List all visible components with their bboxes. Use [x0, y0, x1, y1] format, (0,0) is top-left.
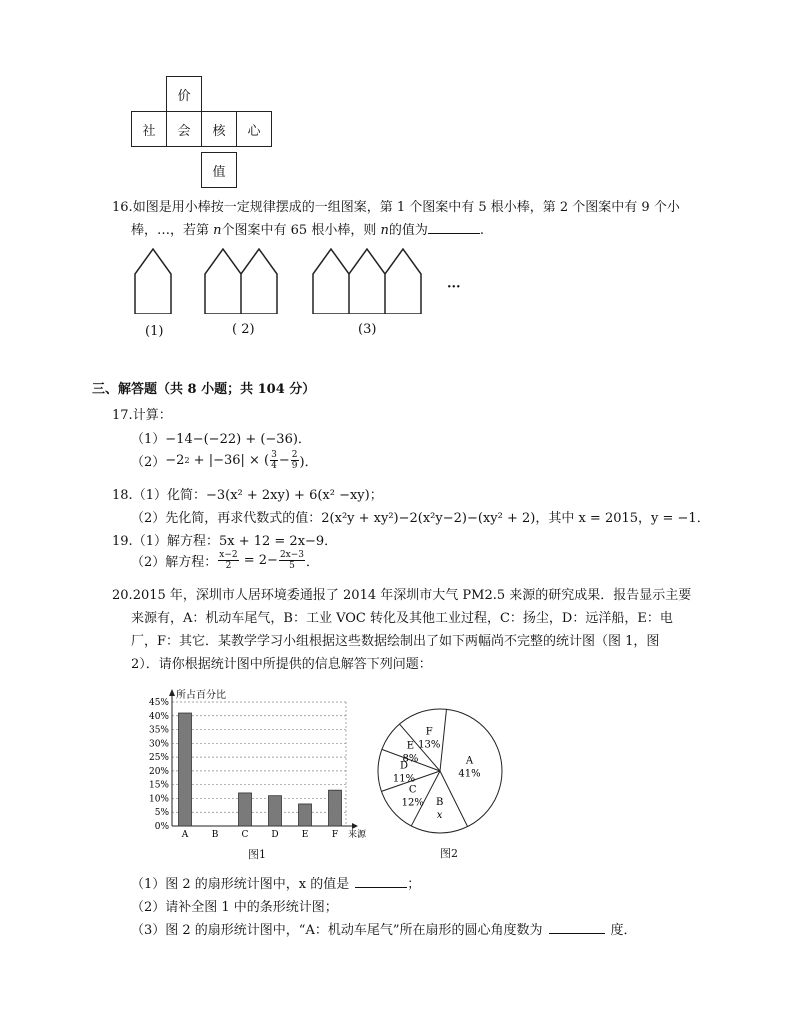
- q16-text-1: 如图是用小棒按一定规律摆成的一组图案，第 1 个图案中有 5 根小棒，第 2 个图案中有 9 个小: [132, 200, 680, 215]
- bar-D: [269, 796, 282, 826]
- q16-end: .: [479, 223, 485, 238]
- q16-figure: [130, 244, 470, 314]
- q16-var-n-2: n: [380, 223, 389, 238]
- q17-title-line: [112, 404, 172, 423]
- q20-sub-1-text: （1）图 2 的扇形统计图中，x 的值是: [131, 877, 350, 892]
- figure-2-caption: 图2: [440, 847, 458, 860]
- q19-p2-b: = 2−: [239, 552, 278, 568]
- q18-p1: （1）化简：−3(x² + 2xy) + 6(x² −xy)；: [132, 488, 383, 503]
- pie-chart: [375, 706, 505, 836]
- q16-ellipsis: ···: [447, 280, 461, 295]
- q17-number: 17.: [112, 408, 133, 423]
- q20-line-1: [112, 584, 691, 603]
- q17-p2-label: （2）: [131, 454, 166, 470]
- q20-line-4: 2）．请你根据统计图中所提供的信息解答下列问题：: [131, 657, 432, 672]
- q16-text-2b: 个图案中有 65 根小棒，则: [221, 223, 377, 238]
- q20-line-2: 来源有，A：机动车尾气，B：工业 VOC 转化及其他工业过程，C：扬尘，D：远洋船，E：电: [131, 611, 673, 626]
- q20-line-3: 厂，F：其它．某教学学习小组根据这些数据绘制出了如下两幅尚不完整的统计图（图 1，图: [131, 634, 660, 649]
- x-tick-label: D: [271, 830, 279, 840]
- y-axis-label: 所占百分比: [176, 690, 226, 701]
- q19-part-2: [131, 548, 319, 572]
- pie-slice-C-label: C: [408, 784, 417, 796]
- y-tick-label: 0%: [154, 822, 169, 832]
- pie-boundary: [440, 709, 446, 771]
- house-2: [205, 249, 277, 314]
- y-tick-label: 35%: [148, 725, 169, 736]
- pie-slice-D-label: D: [399, 760, 409, 772]
- q20-sub-1-blank[interactable]: [355, 875, 407, 888]
- pie-slice-B-label: B: [435, 796, 444, 808]
- q16-line-1: [112, 196, 680, 215]
- q16-text-2c: 的值为: [388, 223, 428, 238]
- x-tick-label: E: [301, 830, 309, 840]
- pie-slice-F-label: F: [425, 726, 433, 738]
- pie-slice-E-label: E: [406, 740, 415, 752]
- q17-p1-label: （1）: [131, 432, 166, 447]
- q20-sub-1: [131, 873, 420, 892]
- net-cell-row-3: 核: [201, 111, 237, 147]
- net-cell-top: 价: [166, 76, 202, 112]
- q17-title: 计算：: [132, 408, 172, 423]
- q16-label-1: (1): [145, 324, 164, 339]
- house-1: [135, 249, 171, 314]
- q18-p2: （2）先化简，再求代数式的值：2(x²y + xy²)−2(x²y−2)−(xy² + 2)，其中 x = 2015，y = −1．: [131, 511, 710, 526]
- q19-number: 19.: [112, 534, 133, 549]
- bar-F: [329, 790, 342, 826]
- bar-A: [179, 713, 192, 826]
- q19-p1: （1）解方程：5x + 12 = 2x−9．: [132, 534, 338, 549]
- x-axis-arrow: [352, 823, 358, 829]
- y-tick-label: 25%: [148, 753, 169, 764]
- q17-part-2: [131, 448, 318, 472]
- net-cell-row-4: 心: [236, 111, 272, 147]
- y-tick-label: 5%: [154, 808, 169, 819]
- pie-slice-F-value: 13%: [418, 739, 441, 751]
- q17-minus: −: [278, 452, 290, 468]
- pie-slice-A-value: 41%: [458, 768, 481, 780]
- pie-slice-C-value: 12%: [401, 797, 424, 809]
- q19-p2-a: （2）解方程：: [131, 554, 218, 570]
- y-tick-label: 10%: [148, 794, 169, 805]
- x-tick-label: A: [181, 830, 189, 840]
- net-cell-bottom: 值: [201, 152, 237, 188]
- q18-part-2: [131, 507, 710, 526]
- q17-p2-exp: 2: [184, 455, 190, 465]
- x-tick-label: B: [211, 830, 219, 840]
- pie-slice-D-value: 11%: [392, 773, 416, 785]
- q20-sub-3-text: （3）图 2 的扇形统计图中，“A：机动车尾气”所在扇形的圆心角度数为: [131, 923, 543, 938]
- x-tick-label: C: [241, 830, 249, 840]
- section-3-title: 三、解答题（共 8 小题；共 104 分）: [92, 382, 316, 397]
- bar-C: [239, 793, 252, 826]
- y-axis-arrow: [169, 689, 175, 696]
- bar-chart: [130, 688, 370, 848]
- y-tick-label: 30%: [148, 739, 169, 750]
- q16-answer-blank[interactable]: [428, 221, 480, 234]
- q20-sub-1-end: ；: [407, 877, 421, 892]
- q20-sub-3: [131, 919, 637, 938]
- q17-part-1: [131, 428, 311, 447]
- y-tick-label: 15%: [148, 780, 169, 791]
- net-cell-row-1: 社: [131, 111, 167, 147]
- q19-frac-2: $\frac{2x-3}{5}$: [279, 549, 305, 571]
- bar-E: [299, 804, 312, 826]
- q17-p2-c: )．: [299, 454, 318, 470]
- q19-frac-1: $\frac{x-2}{2}$: [219, 549, 238, 571]
- net-cell-row-2: 会: [166, 111, 202, 147]
- pie-slice-A-label: A: [465, 755, 474, 767]
- q17-frac-2: $\frac{2}{9}$: [291, 449, 298, 471]
- pie-slice-E-value: 8%: [402, 753, 419, 765]
- q16-label-2: ( 2): [232, 322, 255, 337]
- q17-p2-a: −2: [165, 452, 185, 468]
- q20-text-1: 2015 年，深圳市人居环境委通报了 2014 年深圳市大气 PM2.5 来源的研究成果．报告显示主要: [132, 588, 692, 603]
- q20-sub-3-blank[interactable]: [549, 921, 605, 934]
- q16-line-2: [131, 219, 484, 238]
- q16-number: 16.: [112, 200, 133, 215]
- q16-text-2a: 棒，…，若第: [131, 223, 210, 238]
- y-tick-label: 40%: [148, 711, 169, 722]
- figure-1-caption: 图1: [248, 848, 266, 861]
- q17-frac-1: $\frac{3}{4}$: [271, 449, 277, 471]
- house-3: [313, 249, 421, 314]
- q18-part-1: [112, 484, 383, 503]
- y-tick-label: 20%: [148, 766, 169, 777]
- q18-number: 18.: [112, 488, 133, 503]
- q20-sub-2: （2）请补全图 1 中的条形统计图；: [131, 900, 338, 915]
- q16-label-3: (3): [358, 322, 377, 337]
- q19-p2-c: ．: [306, 554, 320, 570]
- q17-p2-b: + |−36| × (: [189, 452, 270, 468]
- x-tick-label: F: [331, 830, 339, 840]
- q19-part-1: [112, 530, 337, 549]
- y-tick-label: 45%: [148, 698, 169, 708]
- pie-slice-B-value: x: [436, 809, 443, 821]
- q20-sub-3-end: 度．: [610, 923, 637, 938]
- q16-var-n: n: [213, 223, 222, 238]
- q17-p1-expr: −14−(−22) + (−36)．: [165, 432, 311, 447]
- x-axis-label: 来源: [348, 830, 367, 840]
- q20-number: 20.: [112, 588, 133, 603]
